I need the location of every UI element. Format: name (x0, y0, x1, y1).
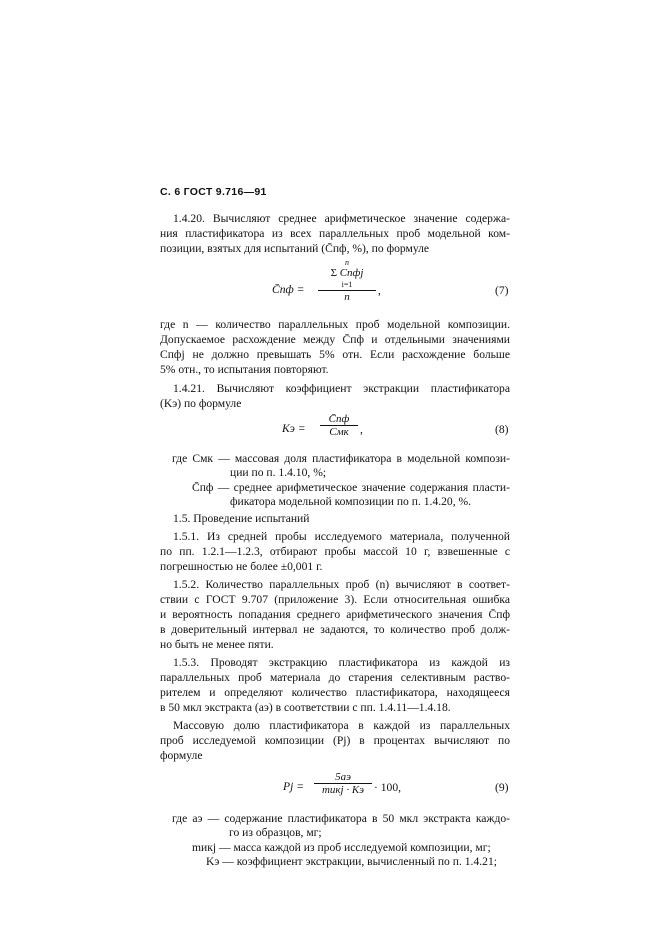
p1420-line1: 1.4.20. Вычисляют среднее арифметическое значение содержа- (173, 212, 510, 225)
eq9-numerator: 5aэ (314, 771, 372, 784)
page-header: С. 6 ГОСТ 9.716—91 (160, 186, 267, 198)
p1420-line2: ния пластификатора из всех параллельных проб модельной ком- (160, 227, 510, 240)
where8-a-line2: ции по п. 1.4.10, %; (230, 466, 327, 479)
where9-c-line1: Kэ — коэффициент экстракции, вычисленный по п. 1.4.21; (206, 855, 497, 868)
pmass-line1: Массовую долю пластификатора в каждой из параллельных (173, 719, 510, 732)
eq9-number: (9) (495, 781, 509, 794)
eq7-fraction (318, 257, 376, 303)
eq7-sum-bottom: i=1 (341, 280, 353, 289)
p152-line1: 1.5.2. Количество параллельных проб (n) вычисляют в соответ- (173, 578, 510, 591)
where7-line1: где n — количество параллельных проб модельной композиции. (160, 318, 510, 331)
p151-line3: погрешностью не более ±0,001 г. (160, 560, 323, 573)
p153-line1: 1.5.3. Проводят экстракцию пластификатора из каждой из (173, 656, 510, 669)
eq7-sum-term: Cпфj (339, 267, 364, 279)
where8-b-line1: C̄пф — среднее арифметическое значение содержания пласти- (192, 481, 510, 494)
p1421-line2: (Kэ) по формуле (160, 397, 242, 410)
p152-line5: но быть не менее пяти. (160, 638, 274, 651)
eq7-number: (7) (495, 284, 509, 297)
eq7-tail: , (378, 284, 381, 297)
eq8-denominator: Cмк (329, 426, 349, 438)
eq7-denominator: n (344, 291, 350, 303)
where9-a-line1: где aэ — содержание пластификатора в 50 мкл экстракта каждо- (172, 812, 510, 825)
p151-line1: 1.5.1. Из средней пробы исследуемого материала, полученной (173, 530, 510, 543)
where7-line2: Допускаемое расхождение между C̄пф и отдельными значениями (160, 333, 510, 346)
section-1-5-title: 1.5. Проведение испытаний (173, 512, 310, 525)
eq7-lhs: C̄пф = (272, 283, 305, 296)
p1420-line3: позиции, взятых для испытаний (C̄пф, %), по формуле (160, 242, 430, 255)
eq9-lhs: Pj = (283, 780, 305, 793)
where7-line4: 5% отн., то испытания повторяют. (160, 363, 329, 376)
eq7-sum-symbol: Σ (330, 267, 337, 279)
p1421-line1: 1.4.21. Вычисляют коэффициент экстракции пластификатора (173, 382, 510, 395)
where7-line3: Cпфj не должно превышать 5% отн. Если расхождение больше (160, 348, 510, 361)
p153-line2: параллельных проб материала до старения селективным раство- (160, 671, 510, 684)
where9-a-line2: го из образцов, мг; (229, 826, 322, 839)
pmass-line2: проб исследуемой композиции (Pj) в процентах вычисляют по (160, 734, 510, 747)
eq8-numerator: C̄пф (320, 413, 358, 426)
p153-line4: в 50 мкл экстракта (aэ) в соответствии с пп. 1.4.11—1.4.18. (160, 701, 451, 714)
p152-line4: в доверительный интервал не задаются, то количество проб долж- (160, 623, 510, 636)
p151-line2: по пп. 1.2.1—1.2.3, отбирают пробы массой 10 г, взвешенные с (160, 545, 510, 558)
eq8-tail: , (360, 423, 363, 436)
pmass-line3: формуле (160, 749, 203, 762)
eq8-fraction (320, 413, 358, 438)
eq7-sum-top: n (345, 258, 349, 267)
eq9-tail: · 100, (374, 781, 402, 794)
eq9-fraction (314, 771, 372, 796)
where8-a-line1: где Cмк — массовая доля пластификатора в модельной компози- (172, 452, 510, 465)
p152-line2: ствии с ГОСТ 9.707 (приложение 3). Если относительная ошибка (160, 593, 510, 606)
eq9-denominator: mикj · Kэ (321, 784, 365, 796)
where9-b-line1: mикj — масса каждой из проб исследуемой композиции, мг; (192, 841, 491, 854)
eq8-number: (8) (495, 423, 509, 436)
eq8-lhs: Kэ = (282, 422, 306, 435)
where8-b-line2: фикатора модельной композиции по п. 1.4.20, %. (230, 495, 472, 508)
p153-line3: рителем и определяют количество пластификатора, находящееся (160, 686, 510, 699)
p152-line3: и вероятность попадания среднего арифметического значения C̄пф (160, 608, 510, 621)
